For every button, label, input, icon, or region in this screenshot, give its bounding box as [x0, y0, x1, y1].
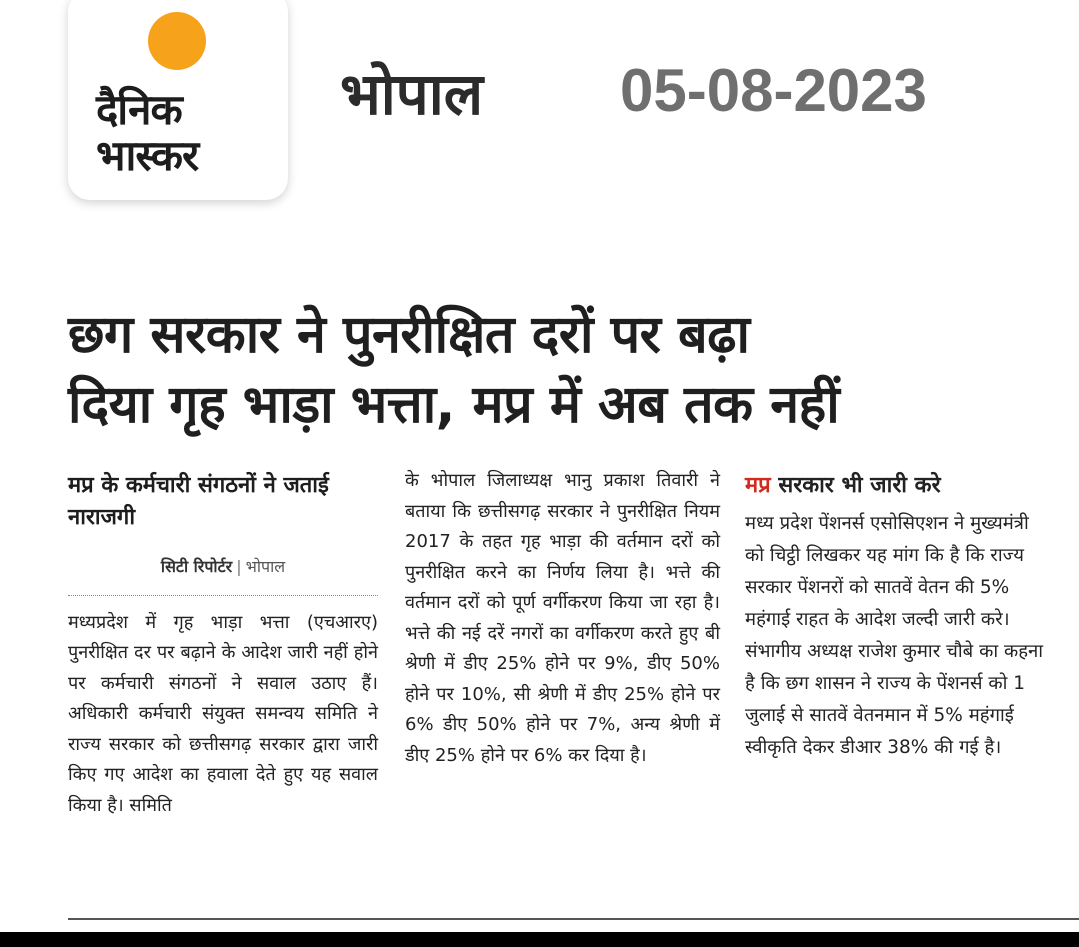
section-heading-accent: मप्र	[745, 473, 771, 498]
byline	[68, 552, 378, 583]
logo-text-dainik: दैनिक	[96, 85, 182, 134]
column-1-body: मध्यप्रदेश में गृह भाड़ा भत्ता (एचआरए) पुनरीक्षित दर पर बढ़ाने के आदेश जारी नहीं होने पर कर्मचारी संगठनों ने सवाल उठाए हैं। अधिकारी कर्मचारी संयुक्त समन्वय समिति ने राज्य सरकार को छत्तीसगढ़ सरकार द्वारा जारी किए गए आदेश का हवाला देते हुए यह सवाल किया है। समिति	[68, 611, 378, 816]
logo-sun-icon	[148, 12, 206, 70]
bottom-black-bar	[0, 932, 1079, 947]
bottom-rule	[68, 918, 1079, 920]
edition-city: भोपाल	[340, 60, 484, 128]
article-headline	[68, 300, 1058, 440]
edition-date: 05-08-2023	[620, 57, 927, 124]
byline-divider	[68, 595, 378, 596]
headline-line-1: छग सरकार ने पुनरीक्षित दरों पर बढ़ा	[68, 305, 750, 365]
article-column-2	[405, 466, 720, 771]
byline-reporter: सिटी रिपोर्टर	[160, 557, 233, 576]
byline-separator: |	[236, 557, 242, 576]
article-subhead: मप्र के कर्मचारी संगठनों ने जताई नाराजगी	[68, 473, 329, 530]
logo-text-bhaskar: भास्कर	[96, 131, 199, 180]
article-column-3	[745, 470, 1045, 764]
section-heading	[745, 470, 1045, 502]
article-column-1	[68, 470, 378, 821]
byline-place: भोपाल	[245, 557, 286, 576]
headline-line-2: दिया गृह भाड़ा भत्ता, मप्र में अब तक नहीं	[68, 375, 840, 435]
section-heading-text: सरकार भी जारी करे	[770, 473, 941, 498]
column-3-body: मध्य प्रदेश पेंशनर्स एसोसिएशन ने मुख्यमंत्री को चिट्ठी लिखकर यह मांग कि है कि राज्य सरकार पेंशनरों को सातवें वेतन की 5% महंगाई राहत के आदेश जल्दी जारी करे। संभागीय अध्यक्ष राजेश कुमार चौबे का कहना है कि छग शासन ने राज्य के पेंशनर्स को 1 जुलाई से सातवें वेतनमान में 5% महंगाई स्वीकृति देकर डीआर 38% की गई है।	[745, 513, 1044, 758]
column-2-body: के भोपाल जिलाध्यक्ष भानु प्रकाश तिवारी ने बताया कि छत्तीसगढ़ सरकार ने पुनरीक्षित नियम 2017 के तहत गृह भाड़ा की वर्तमान दरों को पुनरीक्षित करने का निर्णय लिया है। भत्ते की वर्तमान दरों को पूर्ण वर्गीकरण किया जा रहा है। भत्ते की नई दरें नगरों का वर्गीकरण करते हुए बी श्रेणी में डीए 25% होने पर 9%, डीए 50% होने पर 10%, सी श्रेणी में डीए 25% होने पर 6% डीए 50% होने पर 7%, अन्य श्रेणी में डीए 25% होने पर 6% कर दिया है।	[405, 470, 720, 766]
